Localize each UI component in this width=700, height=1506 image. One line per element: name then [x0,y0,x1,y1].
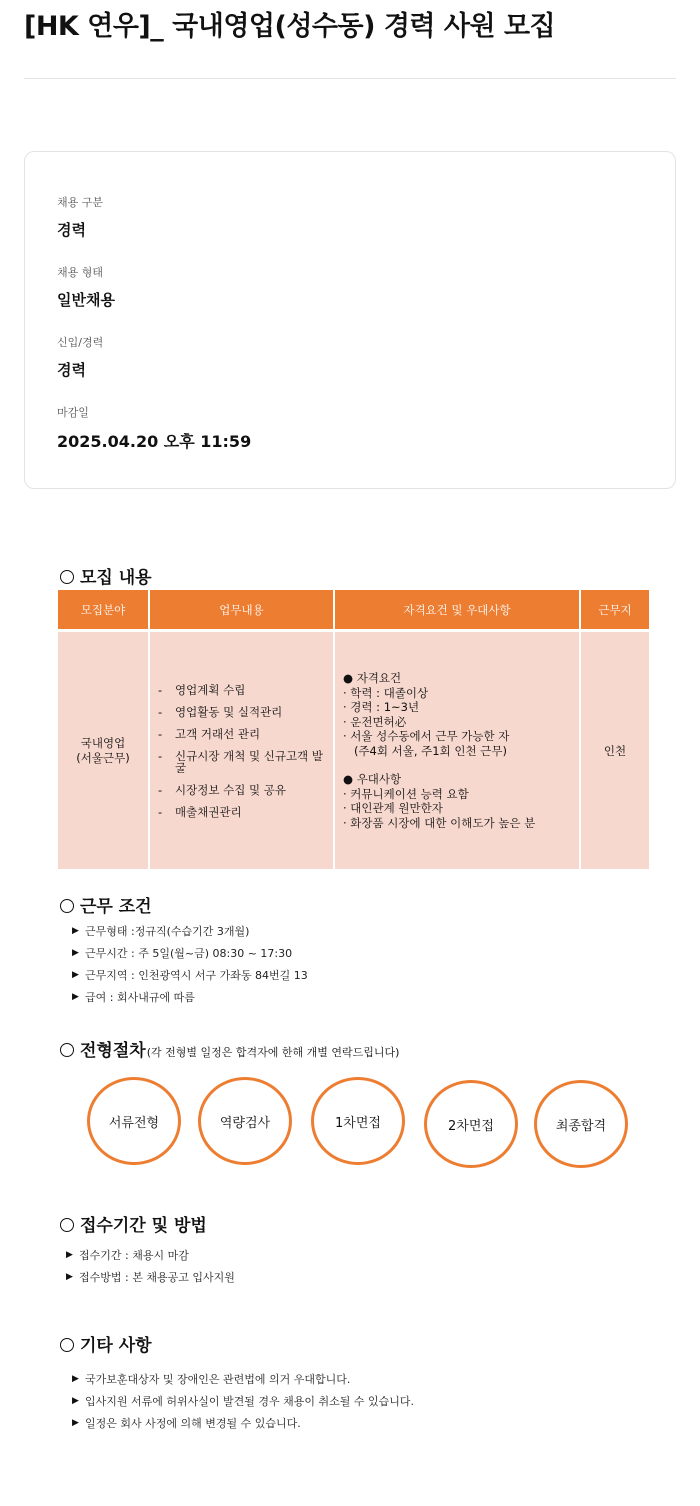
qualifications-title: ● 자격요건 [343,671,402,685]
process-step-2: 역량검사 [198,1077,292,1165]
duty-text: 매출채권관리 [175,804,242,819]
process-step-1: 서류전형 [87,1077,181,1165]
list-item [72,920,308,942]
section-etc-heading [60,1331,152,1356]
list-item-text: 입사지원 서류에 허위사실이 발견될 경우 채용이 취소될 수 있습니다. [85,1395,414,1408]
table-header: 업무내용 [150,590,335,632]
duty-dash: - [158,748,163,763]
info-employment-type [57,264,115,310]
duty-item [158,750,333,774]
list-item [72,942,308,964]
duty-item [158,728,333,740]
recruit-table [58,590,649,869]
duty-item [158,806,333,818]
triangle-bullet-icon: ▶ [72,970,79,980]
location-cell: 인천 [581,632,649,869]
triangle-bullet-icon: ▶ [72,1374,79,1384]
info-deadline [57,404,251,452]
duty-text: 신규시장 개척 및 신규고객 발굴 [175,748,323,775]
list-item-text: 근무형태 :정규직(수습기간 3개월) [85,925,250,938]
duty-dash: - [158,704,163,719]
info-label: 신입/경력 [57,336,104,349]
triangle-bullet-icon: ▶ [66,1250,73,1260]
info-value: 2025.04.20 오후 11:59 [57,432,252,451]
duty-item [158,784,333,796]
circle-icon [60,1043,74,1057]
qualification-item: · 서울 성수동에서 근무 가능한 자 [343,729,510,743]
process-step-3: 1차면접 [311,1077,405,1165]
list-item-text: 접수기간 : 채용시 마감 [79,1249,189,1262]
title-divider [24,78,676,79]
list-item-text: 국가보훈대상자 및 장애인은 관련법에 의거 우대합니다. [85,1373,351,1386]
duty-list [150,684,333,818]
triangle-bullet-icon: ▶ [72,1396,79,1406]
table-header: 자격요건 및 우대사항 [335,590,581,632]
table-header-row [58,590,649,632]
section-process-heading [60,1036,399,1061]
triangle-bullet-icon: ▶ [66,1272,73,1282]
list-item-text: 접수방법 : 본 채용공고 입사지원 [79,1271,235,1284]
section-recruit-heading [60,563,152,588]
list-item-text: 급여 : 회사내규에 따름 [85,991,195,1004]
apply-list [66,1244,235,1288]
duty-text: 고객 거래선 관리 [175,726,261,741]
info-label: 마감일 [57,406,89,419]
list-item [72,1412,414,1434]
list-item [66,1266,235,1288]
duties-cell [150,632,335,869]
triangle-bullet-icon: ▶ [72,992,79,1002]
qualification-item: · 운전면허必 [343,714,407,729]
process-step-5: 최종합격 [534,1080,628,1168]
process-step-4: 2차면접 [424,1080,518,1168]
duty-dash: - [158,682,163,697]
section-note: (각 전형별 일정은 합격자에 한해 개별 연락드립니다) [146,1046,400,1059]
duty-item [158,706,333,718]
info-value: 경력 [57,221,86,239]
info-career-level [57,334,103,380]
section-conditions-heading [60,892,152,917]
section-apply-heading [60,1211,207,1236]
field-cell [58,632,150,869]
qualification-item: (주4회 서울, 주1회 인천 근무) [343,743,507,758]
duty-text: 영업활동 및 실적관리 [175,704,283,719]
list-item-text: 일정은 회사 사정에 의해 변경될 수 있습니다. [85,1417,301,1430]
duty-text: 시장정보 수집 및 공유 [175,782,286,797]
qualifications-gap [343,758,579,772]
section-title: 기타 사항 [80,1336,152,1356]
list-item-text: 근무지역 : 인천광역시 서구 가좌동 84번길 13 [85,969,308,982]
etc-list [72,1368,414,1434]
table-header: 모집분야 [58,590,150,632]
table-row [58,632,649,869]
qualifications-cell [335,632,581,869]
preferred-item: · 화장품 시장에 대한 이해도가 높은 분 [343,815,536,830]
section-title: 접수기간 및 방법 [80,1216,207,1236]
info-hire-type [57,194,103,240]
circle-icon [60,1338,74,1352]
list-item [72,986,308,1008]
section-title: 모집 내용 [80,568,152,588]
info-label: 채용 형태 [57,266,104,279]
list-item [66,1244,235,1266]
duty-dash: - [158,804,163,819]
circle-icon [60,1218,74,1232]
list-item-text: 근무시간 : 주 5일(월~금) 08:30 ~ 17:30 [85,947,293,960]
info-value: 경력 [57,361,86,379]
list-item [72,964,308,986]
circle-icon [60,570,74,584]
preferred-item: · 대인관계 원만한자 [343,801,443,815]
qualification-item: · 경력 : 1~3년 [343,700,420,714]
duty-item [158,684,333,696]
qualification-item: · 학력 : 대졸이상 [343,685,429,700]
table-header: 근무지 [581,590,649,632]
circle-icon [60,899,74,913]
qualifications-block [335,671,579,830]
info-value: 일반채용 [57,291,115,309]
conditions-list [72,920,308,1008]
duty-dash: - [158,782,163,797]
page-title: [HK 연우]_ 국내영업(성수동) 경력 사원 모집 [24,11,556,42]
preferred-title: ● 우대사항 [343,772,402,786]
field-note: (서울근무) [76,750,130,765]
triangle-bullet-icon: ▶ [72,1418,79,1428]
duty-text: 영업계획 수립 [175,682,246,697]
preferred-item: · 커뮤니케이션 능력 요함 [343,786,469,801]
duty-dash: - [158,726,163,741]
list-item [72,1368,414,1390]
job-summary-card [24,151,676,489]
list-item [72,1390,414,1412]
field-name: 국내영업 [80,735,126,750]
info-label: 채용 구분 [57,196,104,209]
section-title: 근무 조건 [80,897,152,917]
triangle-bullet-icon: ▶ [72,926,79,936]
triangle-bullet-icon: ▶ [72,948,79,958]
section-title: 전형절차 [80,1041,146,1061]
